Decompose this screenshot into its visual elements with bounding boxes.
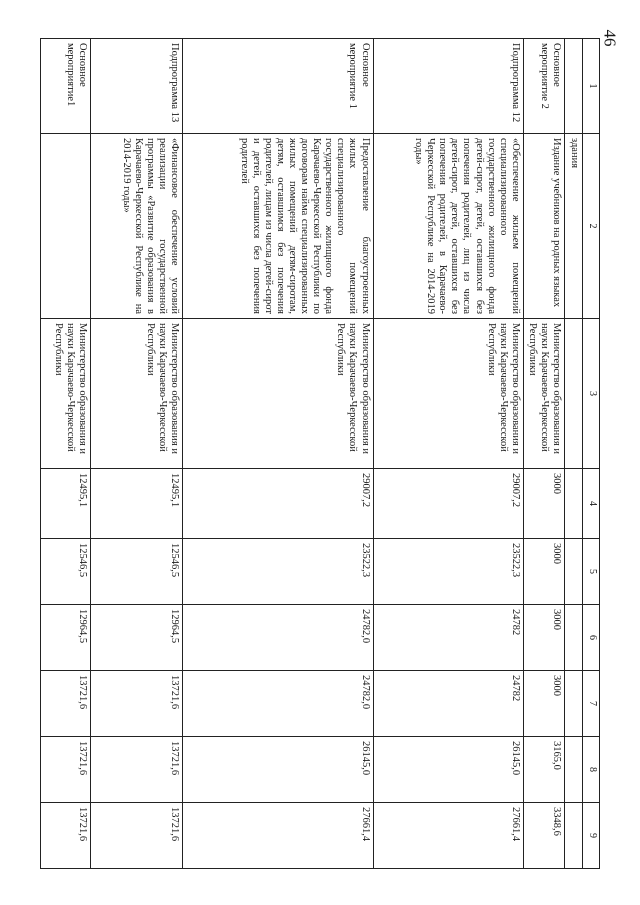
value-cell: 24782,0 [183, 604, 373, 670]
row-description: «Обеспечение жильем помещений специализированного государственного жилищного фонда детей-сирот, детей, оставшихся без попечения родителей, лиц из числа детей-сирот, детей, оставшихся без попечения родителей, в Карачаево-Черкесской Республике на 2014-2019 годы» [373, 133, 523, 318]
table-row [41, 38, 91, 868]
budget-table [40, 38, 600, 869]
value-cell: 3348,6 [523, 802, 564, 868]
row-label: Подпрограмма 12 [373, 38, 523, 133]
row-executor: Министерство образования и науки Карачаево-Черкесской Республики [41, 318, 91, 468]
value-cell: 12546,5 [41, 538, 91, 604]
row-description: Предоставление благоустроенных жилых помещений специализированного государственного жилищного фонда Карачаево-Черкесской Республики по договорам найма специализированных жилых помещений детям-сиротам, детям, оставшимся без попечения родителей, лицам из числа детей-сирот и детей, оставшихся без попечения родителей [183, 133, 373, 318]
row-description: «Финансовое обеспечение условий реализации государственной программы «Развитие образования в Карачаево-Черкесской Республике на 2014-2019 годы» [91, 133, 183, 318]
row-description: здания [564, 133, 582, 318]
row-description: Издание учебников на родных языках [523, 133, 564, 318]
value-cell: 27661,4 [183, 802, 373, 868]
page-number: 46 [600, 29, 620, 47]
col-header: 5 [583, 538, 600, 604]
col-header: 6 [583, 604, 600, 670]
row-executor: Министерство образования и науки Карачаево-Черкесской Республики [373, 318, 523, 468]
row-executor [564, 318, 582, 468]
value-cell: 23522,3 [183, 538, 373, 604]
value-cell: 26145,0 [373, 736, 523, 802]
value-cell [564, 538, 582, 604]
row-executor: Министерство образования и науки Карачаево-Черкесской Республики [183, 318, 373, 468]
row-description [41, 133, 91, 318]
value-cell [564, 670, 582, 736]
value-cell: 12964,5 [41, 604, 91, 670]
value-cell: 3165,0 [523, 736, 564, 802]
rotated-page [40, 38, 600, 868]
value-cell: 13721,6 [41, 670, 91, 736]
row-executor: Министерство образования и науки Карачаево-Черкесской Республики [91, 318, 183, 468]
col-header: 2 [583, 133, 600, 318]
col-header: 7 [583, 670, 600, 736]
row-label: Основное мероприятие1 [41, 38, 91, 133]
table-row [183, 38, 373, 868]
row-executor: Министерство образования и науки Карачаево-Черкесской Республики [523, 318, 564, 468]
header-row [583, 38, 600, 868]
table-row [373, 38, 523, 868]
value-cell: 12495,1 [91, 468, 183, 538]
value-cell [564, 604, 582, 670]
value-cell: 29007,2 [373, 468, 523, 538]
row-label: Подпрограмма 13 [91, 38, 183, 133]
value-cell [564, 468, 582, 538]
col-header: 9 [583, 802, 600, 868]
table-row [523, 38, 564, 868]
value-cell: 3000 [523, 538, 564, 604]
value-cell: 12546,5 [91, 538, 183, 604]
value-cell: 24782 [373, 604, 523, 670]
value-cell: 24782,0 [183, 670, 373, 736]
table-row [564, 38, 582, 868]
value-cell: 13721,6 [41, 736, 91, 802]
value-cell: 27661,4 [373, 802, 523, 868]
col-header: 3 [583, 318, 600, 468]
value-cell: 23522,3 [373, 538, 523, 604]
row-label: Основное мероприятие 1 [183, 38, 373, 133]
col-header: 8 [583, 736, 600, 802]
col-header: 1 [583, 38, 600, 133]
value-cell: 12964,5 [91, 604, 183, 670]
value-cell: 13721,6 [41, 802, 91, 868]
value-cell: 12495,1 [41, 468, 91, 538]
value-cell: 24782 [373, 670, 523, 736]
value-cell: 29007,2 [183, 468, 373, 538]
value-cell: 3000 [523, 670, 564, 736]
row-label: Основное мероприятие 2 [523, 38, 564, 133]
value-cell: 13721,6 [91, 670, 183, 736]
value-cell: 13721,6 [91, 736, 183, 802]
value-cell [564, 802, 582, 868]
value-cell [564, 736, 582, 802]
value-cell: 3000 [523, 468, 564, 538]
row-label [564, 38, 582, 133]
value-cell: 3000 [523, 604, 564, 670]
table-row [91, 38, 183, 868]
value-cell: 13721,6 [91, 802, 183, 868]
col-header: 4 [583, 468, 600, 538]
value-cell: 26145,0 [183, 736, 373, 802]
